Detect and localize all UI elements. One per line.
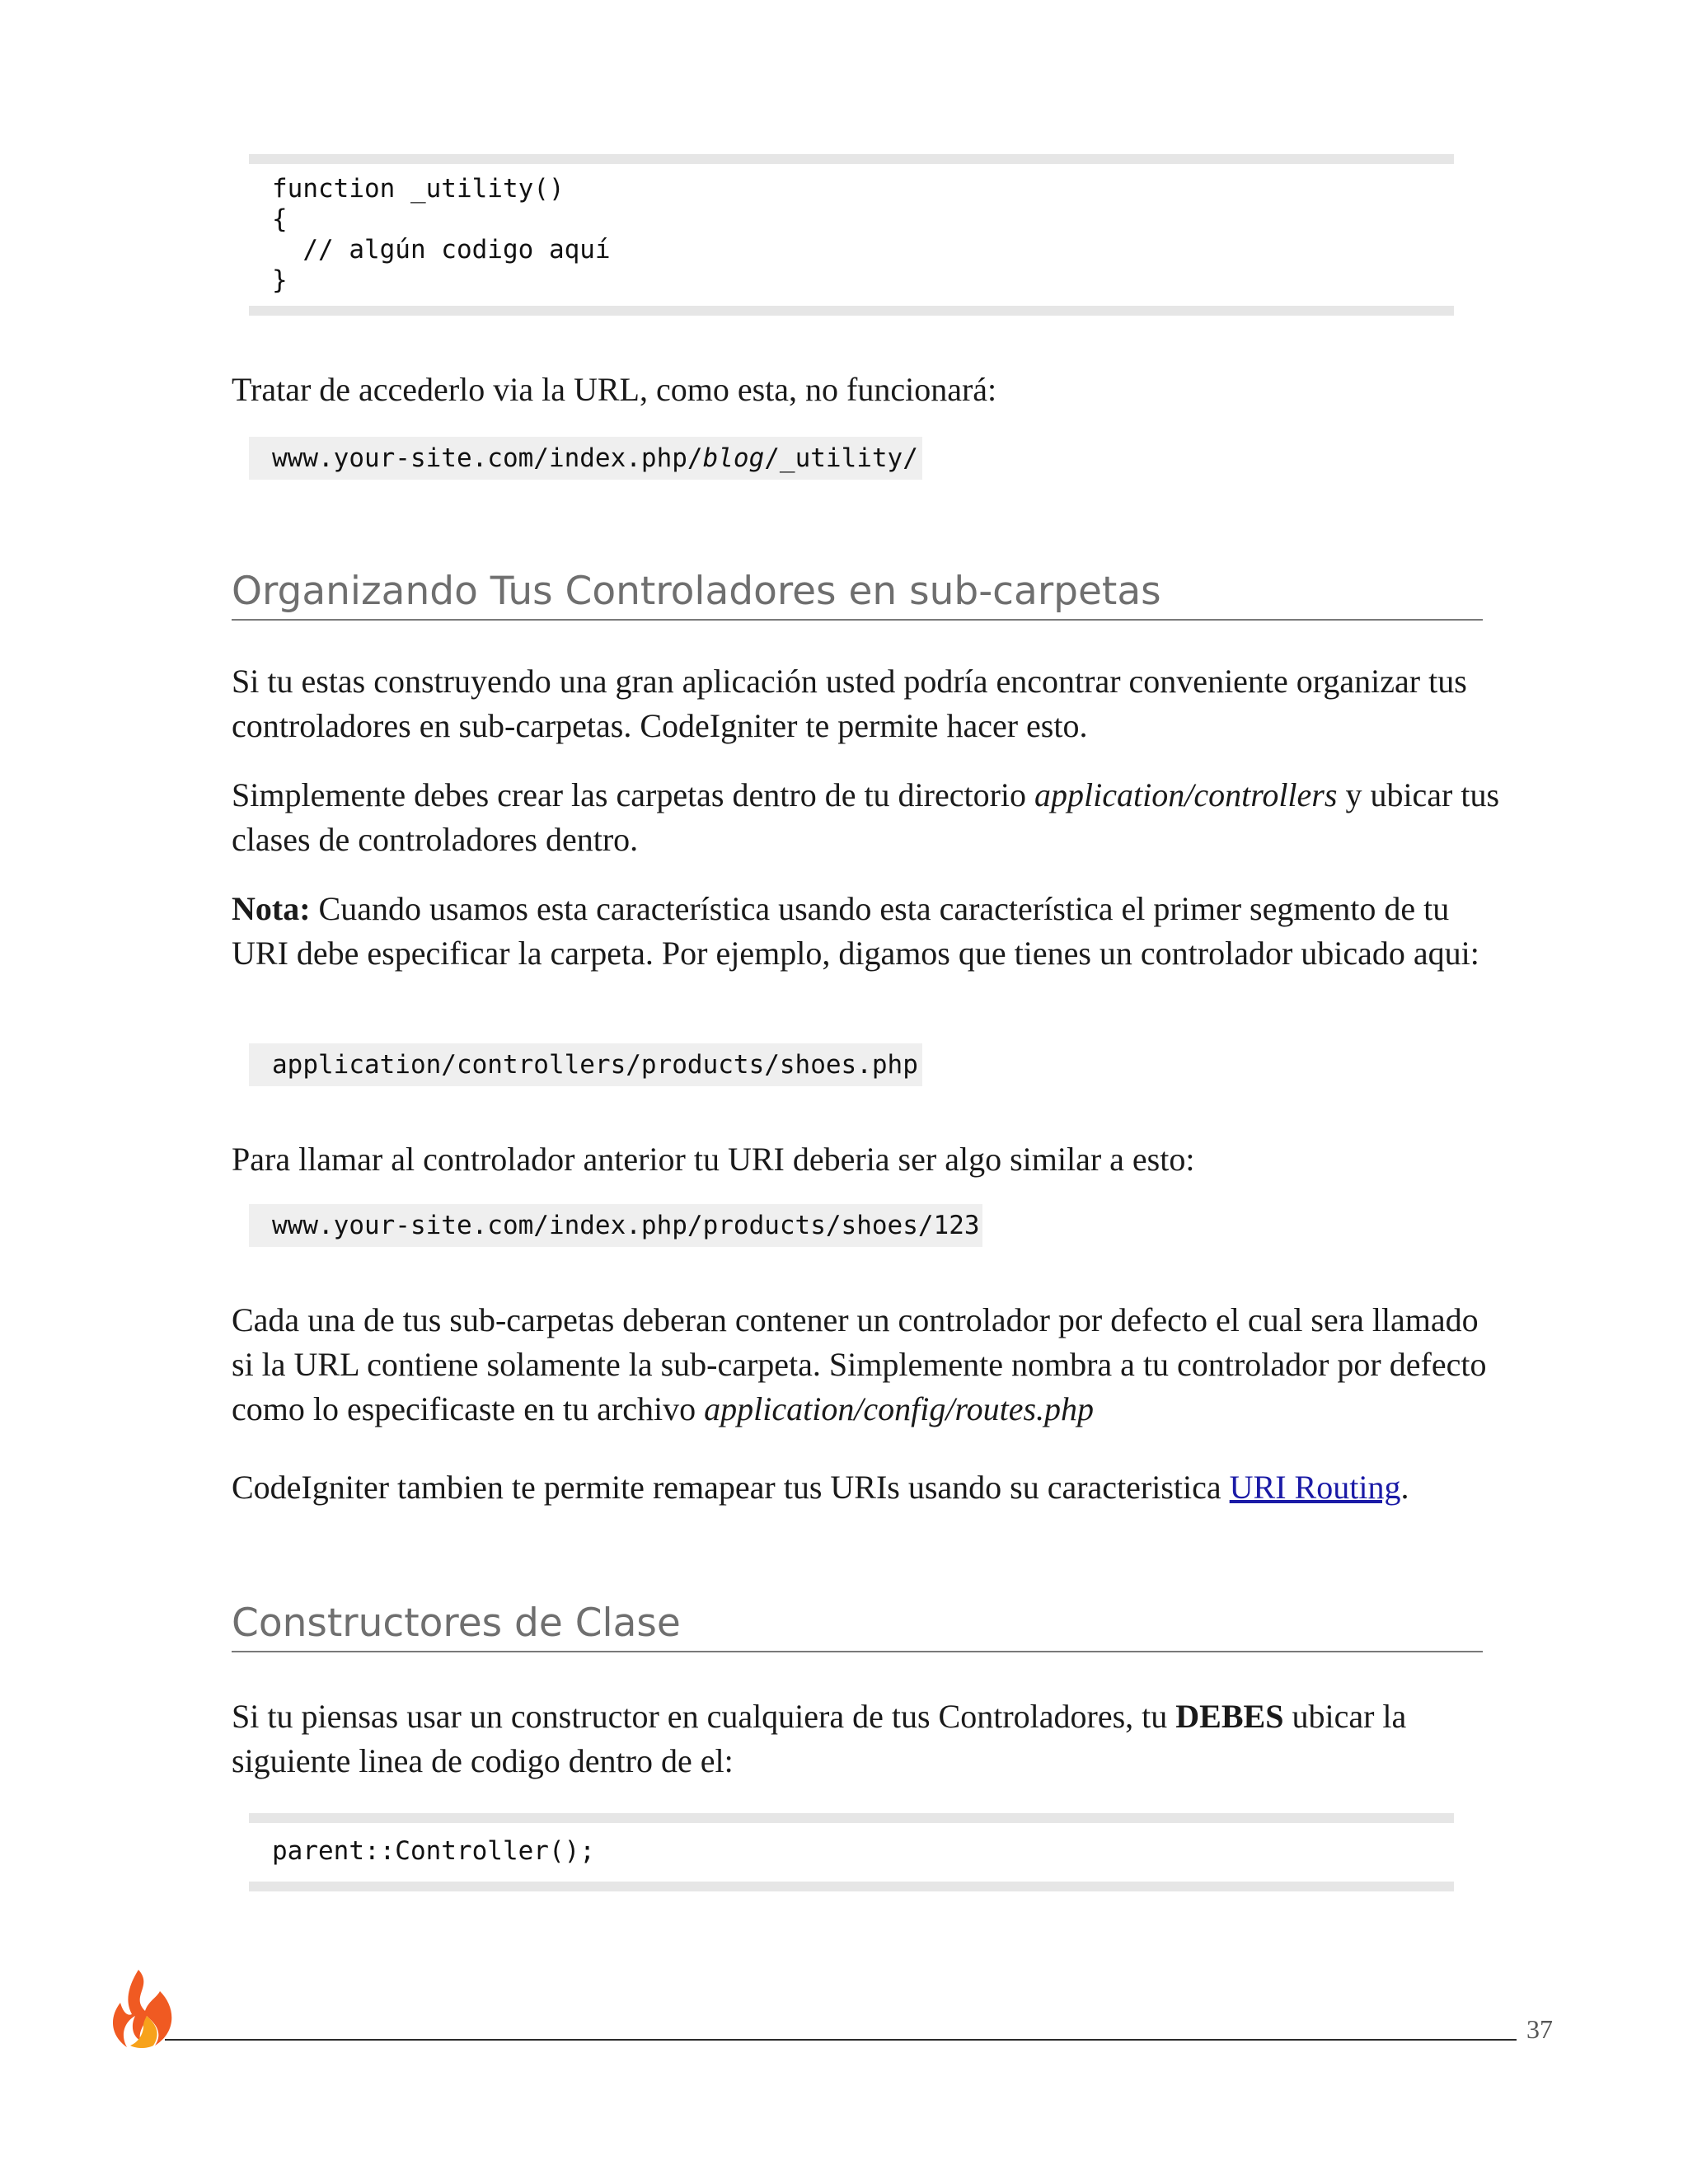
- code-line: // algún codigo aquí: [272, 235, 611, 265]
- heading-constructors: Constructores de Clase: [232, 1601, 1483, 1652]
- code-line: parent::Controller();: [272, 1836, 595, 1866]
- code-block-parent: [249, 1813, 1454, 1891]
- page-number: 37: [1526, 2014, 1553, 2044]
- paragraph-subfolders-dirs: Simplemente debes crear las carpetas dentro de tu directorio application/controllers y ubicar tus clases de controladores dentro.: [232, 776, 1500, 858]
- paragraph-constructors: Si tu piensas usar un constructor en cualquiera de tus Controladores, tu DEBES ubicar la siguiente linea de codigo dentro de el:: [232, 1698, 1407, 1779]
- paragraph-subfolders-intro: Si tu estas construyendo una gran aplicación usted podría encontrar conveniente organizar tus controladores en sub-carpetas. CodeIgniter te permite hacer esto.: [232, 663, 1467, 744]
- heading-subfolders: Organizando Tus Controladores en sub-carpetas: [232, 569, 1483, 621]
- code-line: }: [272, 265, 288, 295]
- paragraph-note: Nota: Cuando usamos esta característica usando esta característica el primer segmento de tu URI debe especificar la carpeta. Por ejemplo, digamos que tienes un controlador ubicado aqui:: [232, 890, 1479, 972]
- code-line: {: [272, 204, 288, 234]
- code-line: function _utility(): [272, 174, 565, 204]
- footer-rule: [165, 2039, 1517, 2041]
- code-url-utility: www.your-site.com/index.php/blog/_utility/: [249, 437, 922, 480]
- code-path-shoes: application/controllers/products/shoes.php: [249, 1043, 922, 1086]
- paragraph-uri-routing: CodeIgniter tambien te permite remapear tus URIs usando su caracteristica URI Routing.: [232, 1469, 1409, 1506]
- paragraph-default-controller: Cada una de tus sub-carpetas deberan contener un controlador por defecto el cual sera llamado si la URL contiene solamente la sub-carpeta. Simplemente nombra a tu controlador por defecto como lo especificaste en tu archivo application/config/routes.php: [232, 1301, 1487, 1427]
- code-block-utility: [249, 154, 1454, 316]
- code-url-products: www.your-site.com/index.php/products/shoes/123: [249, 1204, 982, 1247]
- paragraph-access-url: Tratar de accederlo via la URL, como esta, no funcionará:: [232, 371, 997, 408]
- codeigniter-flame-icon: [106, 1968, 180, 2050]
- uri-routing-link[interactable]: URI Routing: [1229, 1469, 1401, 1506]
- paragraph-call-controller: Para llamar al controlador anterior tu URI deberia ser algo similar a esto:: [232, 1141, 1195, 1178]
